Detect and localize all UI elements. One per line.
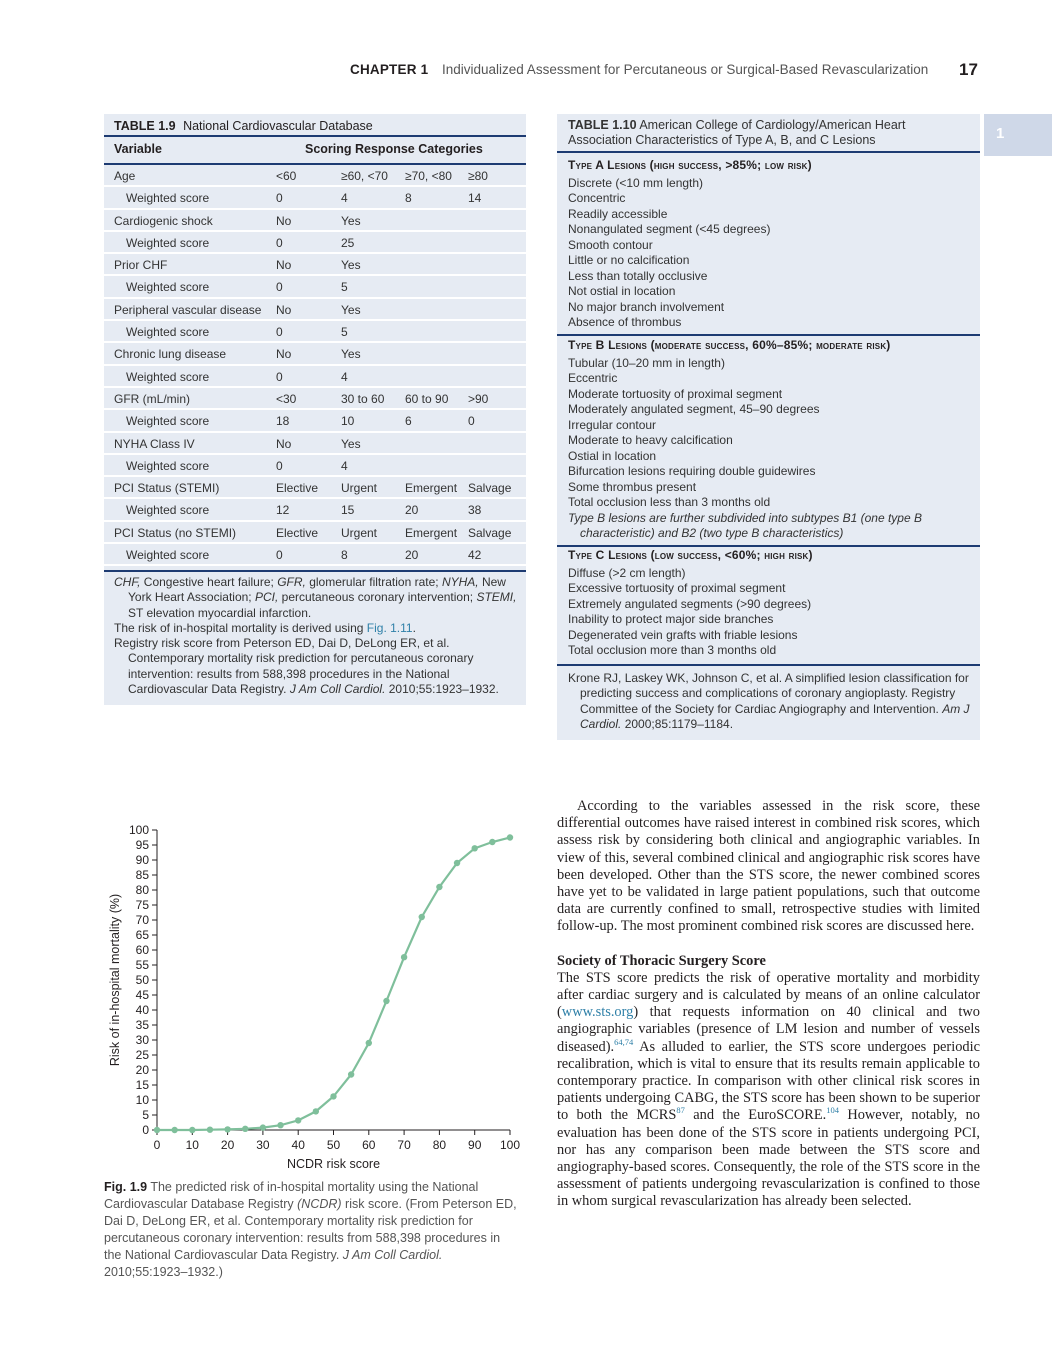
table-cell: Salvage — [468, 525, 512, 540]
table-cell: 8 — [405, 191, 412, 206]
data-point — [207, 1127, 213, 1133]
table-cell: 0 — [276, 280, 283, 295]
y-tick-label: 40 — [135, 1003, 149, 1017]
table-cell: 20 — [405, 503, 419, 518]
y-tick-label: 90 — [135, 853, 149, 867]
figure-label: Fig. 1.9 — [104, 1180, 148, 1194]
table-row — [104, 433, 526, 455]
caption-abbr: (NCDR) — [297, 1197, 342, 1211]
table-cell: 5 — [341, 325, 348, 340]
para-text: As alluded to earlier, the STS score undergoes periodic recalibration, which is vital to ensure that its results remain applicable to contemporary practice. In comparison with other clinical risk scores in patients undergoing CABG, the STS score has been shown to be superior to both the MCRS — [557, 1038, 980, 1124]
data-point — [295, 1117, 301, 1123]
list-item: Degenerated vein grafts with friable lesions — [568, 627, 798, 642]
risk-note — [114, 621, 522, 636]
table-cell: 0 — [276, 191, 283, 206]
table-1-9 — [104, 114, 526, 705]
x-tick-label: 100 — [499, 1138, 521, 1152]
list-item: Bifurcation lesions requiring double guidewires — [568, 464, 816, 479]
chapter-tab-number: 1 — [996, 125, 1005, 142]
y-tick-label: 0 — [142, 1123, 149, 1137]
note-text: . — [412, 620, 416, 635]
table-cell: Yes — [341, 347, 361, 362]
y-tick-label: 50 — [135, 973, 149, 987]
data-point — [189, 1127, 195, 1133]
section-heading: Society of Thoracic Surgery Score — [557, 952, 766, 969]
table-1-9-label: TABLE 1.9 — [114, 119, 176, 133]
table-cell: 4 — [341, 191, 348, 206]
list-item: Less than totally occlusive — [568, 268, 708, 283]
table-cell: 0 — [276, 235, 283, 250]
list-item: Concentric — [568, 191, 626, 206]
running-header — [0, 62, 980, 82]
data-point — [154, 1127, 160, 1133]
table-row — [104, 477, 526, 499]
table-cell: 20 — [405, 548, 419, 563]
table-cell: Urgent — [341, 525, 378, 540]
table-cell: 4 — [341, 369, 348, 384]
table-1-10-caption — [568, 118, 968, 149]
y-tick-label: 80 — [135, 883, 149, 897]
x-tick-label: 70 — [397, 1138, 411, 1152]
table-cell: 0 — [276, 458, 283, 473]
table-1-10-title: American College of Cardiology/American Heart Association Characteristics of Type A, B, and C Lesions — [568, 118, 906, 148]
table-1-10-label: TABLE 1.10 — [568, 118, 637, 132]
paragraph: According to the variables assessed in the risk score, these differential outcomes have raised interest in combined risk scores, which assess risk by considering both clinical and angiographic variables. In view of this, several combined clinical and angiographic risk scores have been developed. Other than the STS score, the newer combined scores have yet to be validated in large patient populations, such that outcome data are currently confined to small, retrospective studies with limited follow-up. The most prominent combined risk scores are discussed here. — [557, 798, 980, 935]
abbr-term: NYHA, — [441, 575, 479, 589]
table-row — [104, 321, 526, 343]
table-cell: Peripheral vascular disease — [114, 302, 262, 317]
table-row — [104, 544, 526, 566]
table-cell: 5 — [341, 280, 348, 295]
table-row — [104, 366, 526, 388]
table-1-9-caption — [114, 119, 373, 133]
x-tick-label: 30 — [256, 1138, 270, 1152]
list-item: Eccentric — [568, 371, 618, 386]
table-cell: NYHA Class IV — [114, 436, 195, 451]
table-cell: Weighted score — [126, 191, 210, 206]
citation-ref[interactable]: 64,74 — [614, 1036, 634, 1047]
y-tick-label: 30 — [135, 1033, 149, 1047]
table-rule — [557, 151, 980, 153]
section-title-type-c: Type C Lesions (low success, <60%; high risk) — [568, 548, 813, 562]
abbr-text: glomerular filtration rate; — [305, 575, 442, 589]
data-point — [171, 1127, 177, 1133]
y-tick-label: 5 — [142, 1108, 149, 1122]
caption-journal: J Am Coll Cardiol. — [342, 1248, 443, 1262]
data-point — [330, 1093, 336, 1099]
list-item: Ostial in location — [568, 448, 657, 463]
list-note: Type B lesions are further subdivided into subtypes B1 (one type B characteristic) and B2 (two type B characteristics) — [568, 510, 922, 540]
x-tick-label: 60 — [362, 1138, 376, 1152]
header-categories: Scoring Response Categories — [305, 142, 483, 156]
data-point — [454, 860, 460, 866]
section-title-type-b: Type B Lesions (moderate success, 60%–85%; moderate risk) — [568, 338, 891, 352]
x-tick-label: 10 — [185, 1138, 199, 1152]
data-point — [348, 1071, 354, 1077]
list-item: Absence of thrombus — [568, 315, 682, 330]
table-cell: PCI Status (STEMI) — [114, 481, 220, 496]
table-cell: Weighted score — [126, 325, 210, 340]
note-text: The risk of in-hospital mortality is derived using — [114, 620, 367, 635]
list-item: Tubular (10–20 mm in length) — [568, 356, 725, 370]
paragraph — [557, 970, 980, 1211]
list-item: Total occlusion more than 3 months old — [568, 643, 777, 658]
list-item: Diffuse (>2 cm length) — [568, 566, 686, 580]
table-cell: 30 to 60 — [341, 391, 385, 406]
table-1-9-body — [104, 165, 526, 566]
ref-citation: 2000;85:1179–1184. — [621, 716, 734, 731]
table-row — [104, 388, 526, 410]
table-cell: 38 — [468, 503, 482, 518]
table-cell: 0 — [276, 548, 283, 563]
list-item: Moderately angulated segment, 45–90 degrees — [568, 402, 820, 417]
table-cell: <30 — [276, 391, 297, 406]
table-cell: >90 — [468, 391, 489, 406]
table-rule — [557, 664, 980, 666]
table-cell: 6 — [405, 414, 412, 429]
para-text: and the EuroSCORE. — [684, 1107, 827, 1124]
y-tick-label: 75 — [135, 898, 149, 912]
x-tick-label: 0 — [153, 1138, 161, 1152]
table-cell: 25 — [341, 235, 355, 250]
table-cell: No — [276, 302, 292, 317]
source-text: Registry risk score from Peterson ED, Dai D, DeLong ER, et al. Contemporary mortality risk prediction for percutaneous coronary intervention: results from 588,398 procedures in the National Cardiovascular Data Registry. — [114, 636, 474, 697]
y-tick-label: 60 — [135, 943, 149, 957]
list-item: Smooth contour — [568, 237, 653, 252]
table-cell: Weighted score — [126, 235, 210, 250]
y-tick-label: 70 — [135, 913, 149, 927]
table-row — [104, 276, 526, 298]
caption-text: risk score. (From Peterson ED, Dai D, DeLong ER, et al. Contemporary mortality risk prediction for percutaneous coronary intervention: results from 588,398 procedures in the National Cardiovascular Data Registry. — [104, 1197, 517, 1262]
type-a-list — [568, 176, 973, 331]
table-row — [104, 254, 526, 276]
table-cell: No — [276, 347, 292, 362]
table-row — [104, 499, 526, 521]
table-cell: Yes — [341, 258, 361, 273]
source-journal: J Am Coll Cardiol. — [289, 682, 386, 697]
table-cell: 0 — [276, 369, 283, 384]
table-cell: Yes — [341, 436, 361, 451]
list-item: Not ostial in location — [568, 284, 676, 299]
table-cell: Yes — [341, 213, 361, 228]
data-point — [242, 1126, 248, 1132]
table-cell: 0 — [276, 325, 283, 340]
table-cell: 15 — [341, 503, 355, 518]
x-tick-label: 20 — [220, 1138, 235, 1152]
table-1-10 — [557, 114, 980, 740]
para-text: ) that requests information on 40 clinical and two angiographic variables (presence of LM lesion and number of vessels diseased). — [557, 1004, 980, 1055]
caption-citation: 2010;55:1923–1932.) — [104, 1265, 223, 1279]
abbr-text: ST elevation myocardial infarction. — [128, 605, 312, 620]
abbr-term: STEMI, — [476, 590, 517, 605]
table-cell: No — [276, 436, 292, 451]
table-cell: 14 — [468, 191, 482, 206]
data-point — [472, 845, 478, 851]
data-point — [401, 954, 407, 960]
table-cell: Emergent — [405, 481, 458, 496]
series-line — [157, 838, 510, 1131]
citation-ref[interactable]: 87 — [676, 1105, 685, 1116]
table-cell: 0 — [468, 414, 475, 429]
para-text: The STS score predicts the risk of operative mortality and morbidity after cardiac surgery and is calculated by means of an online calculator ( — [557, 969, 980, 1021]
chapter-label: CHAPTER 1 — [350, 62, 429, 77]
y-tick-label: 55 — [135, 958, 149, 972]
list-item: Moderate to heavy calcification — [568, 433, 733, 448]
x-tick-label: 90 — [468, 1138, 482, 1152]
x-axis-label: NCDR risk score — [286, 1157, 381, 1171]
data-point — [436, 884, 442, 890]
table-1-9-notes — [114, 575, 522, 697]
table-row — [104, 343, 526, 365]
abbr-term: PCI, — [254, 590, 279, 605]
table-cell: Yes — [341, 302, 361, 317]
table-cell: Emergent — [405, 525, 458, 540]
table-row — [104, 299, 526, 321]
list-item: Total occlusion less than 3 months old — [568, 495, 771, 510]
table-cell: PCI Status (no STEMI) — [114, 525, 237, 540]
section-title-type-a: Type A Lesions (high success, >85%; low risk) — [568, 158, 812, 172]
y-tick-label: 10 — [135, 1093, 149, 1107]
x-tick-label: 80 — [432, 1138, 447, 1152]
chart-svg — [100, 820, 530, 1180]
table-row — [104, 187, 526, 209]
data-point — [419, 914, 425, 920]
table-cell: No — [276, 213, 292, 228]
table-cell: Weighted score — [126, 414, 210, 429]
table-cell: Chronic lung disease — [114, 347, 227, 362]
list-item: No major branch involvement — [568, 299, 725, 314]
data-point — [260, 1124, 266, 1130]
table-cell: 60 to 90 — [405, 391, 449, 406]
table-cell: Weighted score — [126, 503, 210, 518]
table-cell: Elective — [276, 525, 319, 540]
caption-text: The predicted risk of in-hospital mortality using the National Cardiovascular Database Registry — [104, 1180, 479, 1211]
y-tick-label: 45 — [135, 988, 149, 1002]
table-cell: 12 — [276, 503, 290, 518]
table-cell: 10 — [341, 414, 355, 429]
type-c-list — [568, 566, 973, 659]
table-cell: Weighted score — [126, 548, 210, 563]
abbr-text: percutaneous coronary intervention; — [278, 590, 477, 605]
table-rule — [557, 334, 980, 336]
table-rule — [104, 570, 526, 572]
page-number: 17 — [959, 60, 978, 79]
table-row — [104, 165, 526, 187]
table-cell: Age — [114, 169, 136, 183]
table-cell: 8 — [341, 548, 348, 563]
list-item: Inability to protect major side branches — [568, 612, 774, 627]
y-tick-label: 85 — [135, 868, 149, 882]
table-row — [104, 410, 526, 432]
table-cell: Weighted score — [126, 369, 210, 384]
table-1-9-title: National Cardiovascular Database — [183, 119, 373, 133]
list-item: Excessive tortuosity of proximal segment — [568, 581, 786, 596]
table-cell: ≥60, <70 — [341, 169, 388, 183]
y-tick-label: 95 — [135, 838, 149, 852]
table-cell: Cardiogenic shock — [114, 213, 213, 228]
table-rule — [104, 135, 526, 137]
table-cell: ≥80 — [468, 169, 488, 183]
table-cell: Elective — [276, 481, 319, 496]
list-item: Readily accessible — [568, 206, 668, 221]
list-item: Discrete (<10 mm length) — [568, 176, 704, 190]
y-tick-label: 35 — [135, 1018, 149, 1032]
table-cell: Weighted score — [126, 280, 210, 295]
chapter-title: Individualized Assessment for Percutaneous or Surgical-Based Revascularization — [442, 62, 929, 77]
ref-text: Krone RJ, Laskey WK, Johnson C, et al. A simplified lesion classification for predicting success and complications of coronary angioplasty. Registry Committee of the Society for Cardiac Angiography and Intervention. — [568, 671, 969, 716]
list-item: Nonangulated segment (<45 degrees) — [568, 222, 771, 237]
x-tick-label: 40 — [291, 1138, 305, 1152]
list-item: Irregular contour — [568, 417, 657, 432]
citation-ref[interactable]: 104 — [826, 1105, 839, 1116]
source-note — [114, 636, 522, 697]
body-text — [557, 798, 980, 1211]
list-item: Extremely angulated segments (>90 degrees) — [568, 596, 812, 611]
abbreviations — [114, 575, 522, 621]
data-point — [383, 998, 389, 1004]
data-point — [366, 1040, 372, 1046]
y-tick-label: 15 — [135, 1078, 149, 1092]
data-point — [489, 839, 495, 845]
abbr-term: GFR, — [277, 575, 306, 589]
table-cell: 42 — [468, 548, 482, 563]
x-tick-label: 50 — [326, 1138, 341, 1152]
table-cell: <60 — [276, 169, 297, 183]
y-tick-label: 25 — [135, 1048, 149, 1062]
data-point — [224, 1126, 230, 1132]
table-cell: 4 — [341, 458, 348, 473]
table-cell: GFR (mL/min) — [114, 391, 190, 406]
table-rule — [557, 545, 980, 547]
para-text: However, notably, no evaluation has been done of the STS score in patients undergoing PCI, nor has any comparison been made between the STS score and angiography-based scores. Consequently, the role of the STS score in the assessment of patients undergoing revascularization is confined to those in whom surgical revascularization has already been selected. — [557, 1107, 980, 1210]
abbr-term: CHF, — [114, 575, 141, 589]
figure-1-9-chart — [100, 820, 530, 1180]
figure-link[interactable]: Fig. 1.11 — [366, 620, 413, 635]
table-cell: Urgent — [341, 481, 378, 496]
figure-caption — [104, 1179, 520, 1281]
data-point — [313, 1108, 319, 1114]
data-point — [507, 834, 513, 840]
table-cell: ≥70, <80 — [405, 169, 452, 183]
table-cell: Weighted score — [126, 458, 210, 473]
y-axis-label: Risk of in-hospital mortality (%) — [108, 893, 122, 1067]
list-item: Some thrombus present — [568, 479, 697, 494]
list-item: Moderate tortuosity of proximal segment — [568, 386, 783, 401]
source-citation: 2010;55:1923–1932. — [385, 682, 499, 697]
table-cell: Salvage — [468, 481, 512, 496]
chapter-tab — [984, 114, 1052, 156]
table-cell: No — [276, 258, 292, 273]
table-cell: 18 — [276, 414, 290, 429]
table-row — [104, 522, 526, 544]
list-item: Little or no calcification — [568, 253, 690, 268]
data-point — [277, 1122, 283, 1128]
header-variable: Variable — [114, 142, 162, 156]
abbr-text: Congestive heart failure; — [140, 575, 278, 589]
y-tick-label: 100 — [128, 823, 149, 837]
y-tick-label: 65 — [135, 928, 149, 942]
type-b-list — [568, 356, 973, 541]
table-1-10-reference — [568, 671, 985, 732]
table-row — [104, 210, 526, 232]
ref-journal: Am J Cardiol. — [580, 701, 970, 731]
abbr-text: New York Heart Association; — [128, 575, 506, 605]
y-tick-label: 20 — [135, 1063, 149, 1077]
table-cell: Prior CHF — [114, 258, 168, 273]
table-row — [104, 232, 526, 254]
table-row — [104, 455, 526, 477]
sts-link[interactable]: www.sts.org — [561, 1004, 634, 1021]
